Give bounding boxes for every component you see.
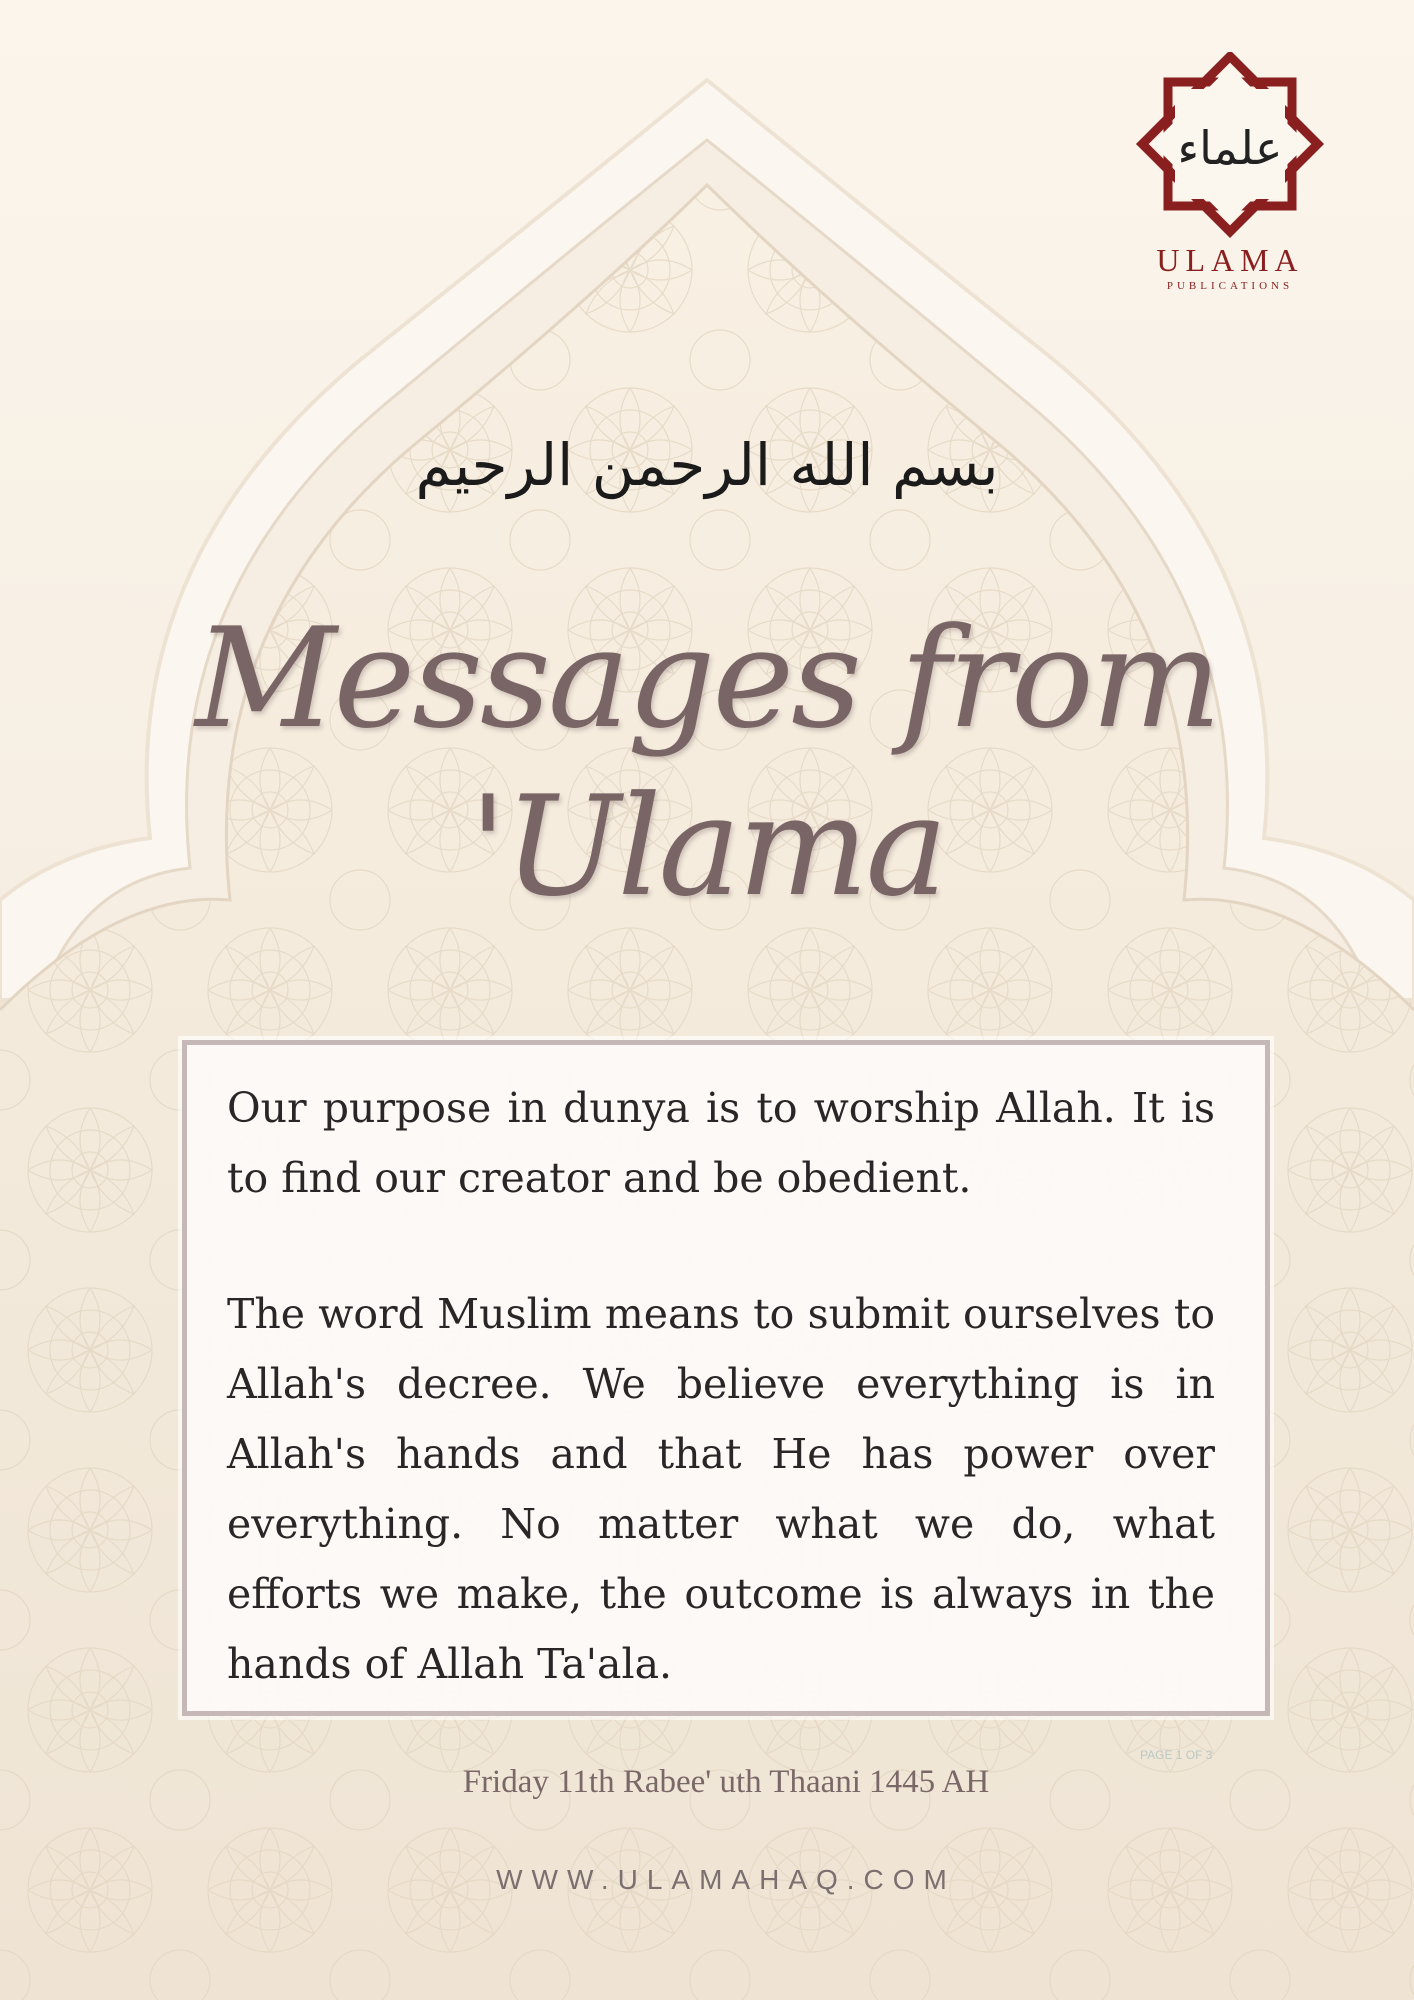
website-link[interactable]: WWW.ULAMAHAQ.COM bbox=[496, 1864, 956, 1895]
logo-arabic-text: علماء bbox=[1177, 121, 1283, 175]
message-paragraph-1: Our purpose in dunya is to worship Allah. It is to find our creator and be obedient. bbox=[227, 1084, 1215, 1202]
page-title bbox=[150, 595, 1264, 931]
message-box bbox=[182, 1040, 1270, 1716]
page-indicator: PAGE 1 OF 3 bbox=[1140, 1748, 1213, 1762]
brand-subtitle: PUBLICATIONS bbox=[1166, 280, 1294, 292]
brand-name: ULAMA bbox=[1156, 242, 1304, 278]
bismillah-calligraphy: بسم الله الرحمن الرحيم bbox=[415, 431, 999, 499]
title-line-2: 'Ulama bbox=[469, 766, 945, 927]
title-line-1: Messages from bbox=[195, 598, 1219, 759]
message-paragraph-2: The word Muslim means to submit ourselves to Allah's decree. We believe everything is in Allah's hands and that He has power over everything. No matter what we do, what efforts we make, the outcome is always in the hands of Allah Ta'ala. bbox=[227, 1290, 1215, 1688]
date-line: Friday 11th Rabee' uth Thaani 1445 AH bbox=[462, 1764, 990, 1800]
octagram-icon bbox=[1130, 52, 1330, 242]
ulama-logo bbox=[1130, 52, 1330, 302]
